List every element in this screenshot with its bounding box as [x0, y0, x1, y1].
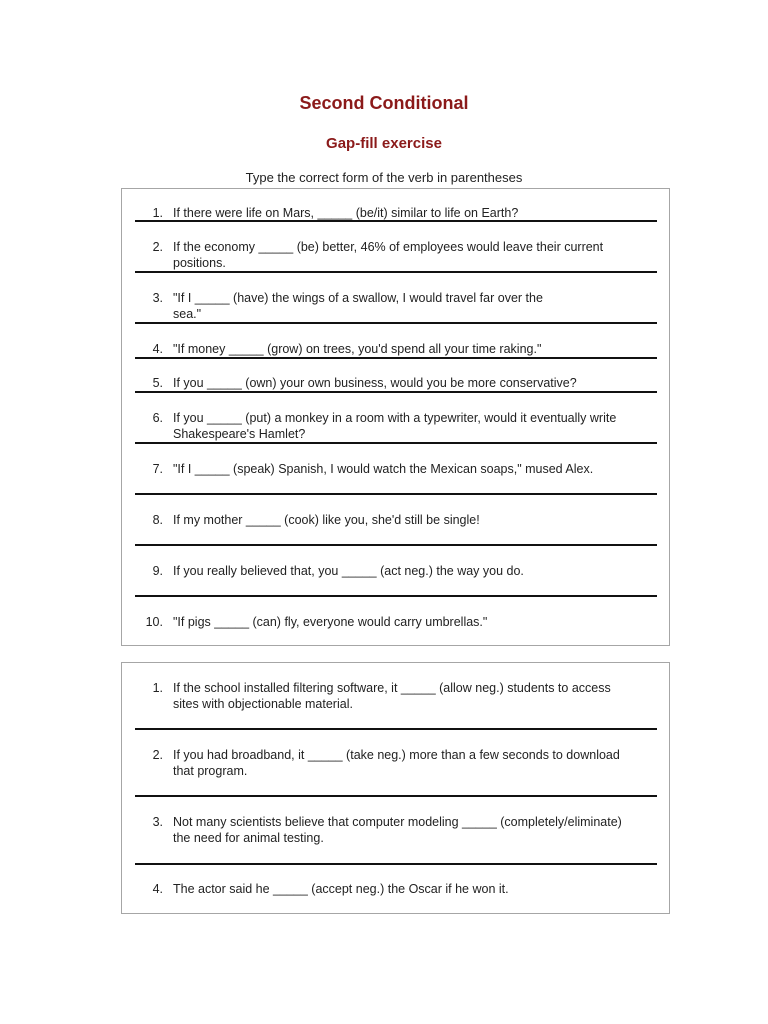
page-subtitle: Gap-fill exercise — [326, 135, 442, 152]
page-title: Second Conditional — [299, 93, 469, 113]
answer-line — [135, 271, 657, 273]
item-text: If you had broadband, it _____ (take neg.) more than a few seconds to download that program. — [173, 748, 620, 778]
item-number: 2. — [152, 748, 163, 762]
instruction-text: Type the correct form of the verb in parentheses — [245, 170, 523, 185]
answer-line — [135, 391, 657, 393]
exercise-box-1 — [121, 188, 670, 646]
item-text: The actor said he _____ (accept neg.) the Oscar if he won it. — [173, 882, 509, 896]
item-number: 8. — [152, 513, 163, 527]
item-text: "If I _____ (speak) Spanish, I would watch the Mexican soaps," mused Alex. — [173, 462, 594, 476]
answer-line — [135, 863, 657, 865]
answer-line — [135, 493, 657, 495]
item-number: 1. — [152, 681, 163, 695]
item-number: 5. — [152, 376, 163, 390]
item-number: 3. — [152, 815, 163, 829]
answer-line — [135, 795, 657, 797]
item-text: If the school installed filtering software, it _____ (allow neg.) students to access sites with objectionable material. — [173, 681, 611, 711]
item-number: 9. — [152, 564, 163, 578]
answer-line — [135, 322, 657, 324]
item-number: 7. — [152, 462, 163, 476]
item-text: "If money _____ (grow) on trees, you'd spend all your time raking." — [173, 342, 542, 356]
exercise-box-2 — [121, 662, 670, 914]
item-number: 4. — [152, 342, 163, 356]
item-number: 3. — [152, 291, 163, 305]
answer-line — [135, 544, 657, 546]
item-text: If the economy _____ (be) better, 46% of employees would leave their current positions. — [173, 240, 604, 270]
answer-line — [135, 357, 657, 359]
item-text: If you _____ (put) a monkey in a room with a typewriter, would it eventually write Shakespeare's Hamlet? — [173, 411, 617, 441]
item-number: 6. — [152, 411, 163, 425]
item-text: If my mother _____ (cook) like you, she'd still be single! — [173, 513, 480, 527]
item-text: "If I _____ (have) the wings of a swallow, I would travel far over the sea." — [173, 291, 543, 321]
item-text: If you really believed that, you _____ (act neg.) the way you do. — [173, 564, 524, 578]
item-number: 2. — [152, 240, 163, 254]
item-text: "If pigs _____ (can) fly, everyone would carry umbrellas." — [173, 615, 488, 629]
answer-line — [135, 595, 657, 597]
item-text: If you _____ (own) your own business, would you be more conservative? — [173, 376, 577, 390]
item-number: 10. — [145, 615, 163, 629]
item-number: 1. — [152, 206, 163, 220]
item-text: Not many scientists believe that computer modeling _____ (completely/eliminate) the need for animal testing. — [173, 815, 622, 845]
answer-line — [135, 442, 657, 444]
item-number: 4. — [152, 882, 163, 896]
item-text: If there were life on Mars, _____ (be/it) similar to life on Earth? — [173, 206, 519, 220]
answer-line — [135, 728, 657, 730]
answer-line — [135, 220, 657, 222]
